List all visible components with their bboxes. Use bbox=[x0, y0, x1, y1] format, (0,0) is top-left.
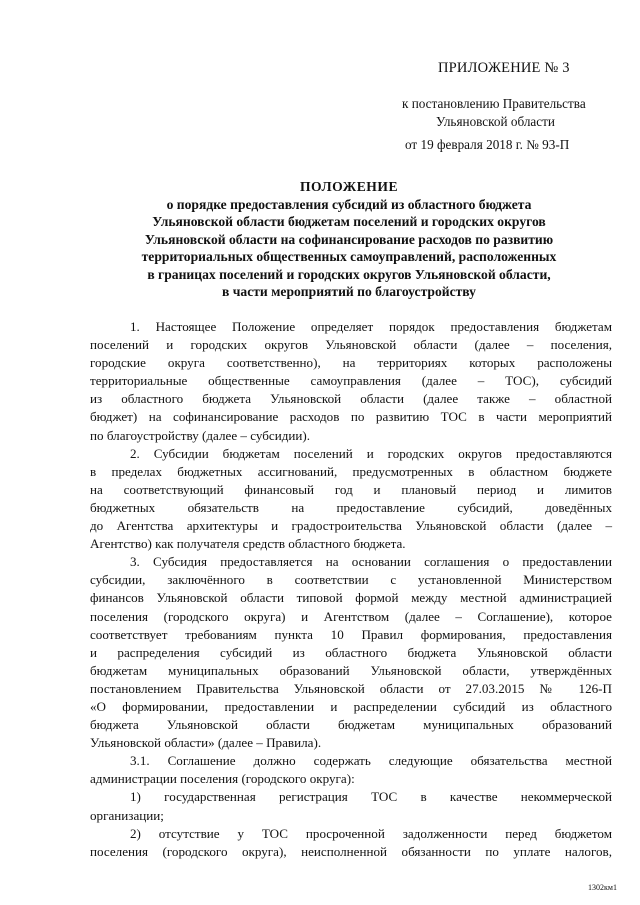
heading-line: территориальных общественных самоуправлений, расположенных bbox=[141, 249, 557, 264]
body-line: поселения (городского округа) и Агентством (далее – Соглашение), которое bbox=[90, 608, 612, 624]
body-line: субсидии, заключённого в соответствии с установленной Министерством bbox=[90, 572, 612, 588]
body-line: 2. Субсидии бюджетам поселений и городских округов предоставляются bbox=[130, 445, 612, 461]
body-line: Ульяновской области» (далее – Правила). bbox=[90, 735, 322, 751]
body-line: из областного бюджета Ульяновской области (далее также – областной bbox=[90, 391, 612, 407]
body-line: бюджетам муниципальных образований Ульяновской области, утверждённых bbox=[90, 662, 612, 678]
body-line: поселений и городских округов Ульяновской области (далее – поселения, bbox=[90, 337, 612, 353]
annex-date-line: от 19 февраля 2018 г. № 93-П bbox=[405, 137, 570, 152]
document-heading bbox=[88, 178, 610, 301]
body-line: 1) государственная регистрация ТОС в качестве некоммерческой bbox=[130, 789, 612, 805]
body-line: 3.1. Соглашение должно содержать следующие обязательства местной bbox=[130, 753, 612, 769]
heading-line: Ульяновской области бюджетам поселений и городских округов bbox=[152, 214, 546, 229]
document-body bbox=[90, 318, 612, 861]
body-line: бюджета Ульяновской области бюджетам муниципальных образований bbox=[90, 717, 612, 733]
body-line: бюджетных обязательств на предоставление субсидий, доведённых bbox=[90, 499, 612, 515]
footer-document-code: 1302км1 bbox=[588, 883, 617, 892]
body-line: соответствует требованиям пункта 10 Правил формирования, предоставления bbox=[90, 626, 612, 642]
body-line: 3. Субсидия предоставляется на основании соглашения о предоставлении bbox=[130, 554, 612, 570]
body-line: поселения (городского округа), неисполненной обязанности по уплате налогов, bbox=[90, 843, 612, 859]
annex-reference-line: Ульяновской области bbox=[436, 114, 555, 129]
body-line: «О формировании, предоставлении и распределении субсидий из областного bbox=[90, 698, 612, 714]
annex-reference-line: к постановлению Правительства bbox=[402, 96, 586, 111]
body-line: по благоустройству (далее – субсидии). bbox=[90, 427, 311, 443]
body-line: и распределения субсидий из областного бюджета Ульяновской области bbox=[90, 644, 612, 660]
body-line: на соответствующий финансовый год и плановый период и лимитов bbox=[90, 481, 612, 497]
heading-line: в границах поселений и городских округов Ульяновской области, bbox=[147, 266, 551, 282]
heading-line: Ульяновской области на софинансирование расходов по развитию bbox=[144, 231, 554, 247]
body-line: администрации поселения (городского округа): bbox=[90, 771, 355, 787]
body-line: городские округа соответственно), на территориях которых расположены bbox=[90, 355, 612, 371]
body-line: 1. Настоящее Положение определяет порядок предоставления бюджетам bbox=[130, 319, 612, 334]
body-line: постановлением Правительства Ульяновской области от 27.03.2015 № 126-П bbox=[90, 680, 612, 696]
heading-line: в части мероприятий по благоустройству bbox=[222, 284, 476, 299]
body-line: финансов Ульяновской области типовой формой между местной администрацией bbox=[90, 590, 612, 606]
annex-title: ПРИЛОЖЕНИЕ № 3 bbox=[438, 60, 570, 76]
body-line: бюджет) на софинансирование расходов по развитию ТОС в части мероприятий bbox=[90, 409, 612, 425]
heading-title: ПОЛОЖЕНИЕ bbox=[299, 179, 399, 194]
body-line: территориальные общественные самоуправления (далее – ТОС), субсидий bbox=[90, 373, 612, 389]
body-line: организации; bbox=[90, 807, 164, 823]
body-line: 2) отсутствие у ТОС просроченной задолженности перед бюджетом bbox=[130, 825, 612, 841]
heading-line: о порядке предоставления субсидий из областного бюджета bbox=[166, 196, 532, 212]
body-line: в пределах бюджетных ассигнований, предусмотренных в областном бюджете bbox=[90, 463, 612, 479]
body-line: до Агентства архитектуры и градостроительства Ульяновской области (далее – bbox=[90, 518, 612, 534]
body-line: Агентство) как получателя средств областного бюджета. bbox=[90, 536, 406, 552]
